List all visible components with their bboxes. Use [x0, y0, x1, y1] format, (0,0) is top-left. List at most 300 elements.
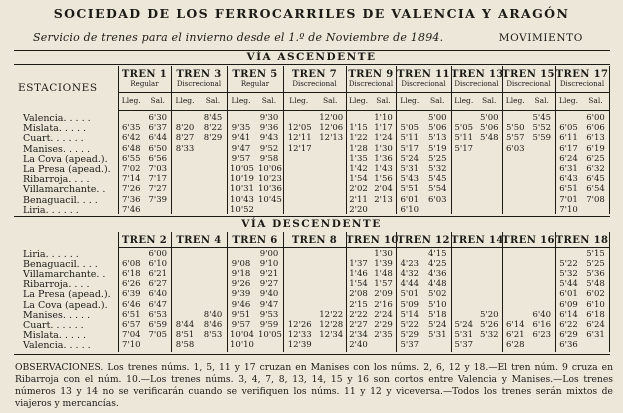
station-name: Benaguacil. . . .	[23, 194, 98, 206]
train-number: TREN 15	[502, 69, 555, 80]
arrival-label: Lleg.	[400, 96, 420, 105]
time-cell: 5'48	[479, 133, 499, 144]
time-cell: 12'11	[287, 133, 312, 144]
arrival-label: Lleg.	[289, 96, 309, 105]
train-number: TREN 9	[348, 69, 394, 80]
time-cell: 1'46	[349, 269, 368, 280]
time-cell: 5'00	[479, 113, 499, 123]
time-cell: 6'00	[586, 113, 605, 123]
time-cell: 7'39	[148, 194, 168, 205]
stations-header: ESTACIONES	[18, 82, 98, 94]
time-cell: 6'56	[148, 153, 168, 164]
time-cell: 6'11	[559, 133, 578, 144]
train-number: TREN 18	[555, 235, 609, 246]
time-cell: 12'39	[287, 339, 312, 350]
time-cell: 6'57	[121, 319, 141, 330]
station-name: Villamarchante. .	[23, 269, 106, 281]
time-cell: 10'23	[258, 174, 282, 185]
train-type: Regular	[240, 80, 270, 88]
time-cell: 1'48	[374, 269, 393, 280]
time-cell: 1'15	[349, 123, 368, 134]
train-header	[502, 236, 555, 246]
train-header	[555, 70, 609, 88]
arrival-label: Lleg.	[454, 96, 474, 105]
time-cell: 6'39	[121, 289, 141, 300]
time-cell: 5'26	[479, 319, 499, 330]
time-cell: 1'36	[374, 153, 393, 164]
station-name: Manises. . . . .	[23, 309, 91, 321]
departure-label: Sal.	[150, 96, 165, 105]
time-cell: 1'43	[374, 164, 393, 174]
time-cell: 6'22	[559, 319, 578, 330]
train-header	[118, 236, 171, 246]
arrival-label: Lleg.	[558, 96, 578, 105]
observations-text: OBSERVACIONES. Los trenes núms. 1, 5, 11 y 17 cruzan en Manises con los núms. 2, 6, 12 y 18.—El tren núm. 9 cruza en Ribarroja con el núm. 10.—Los trenes núms. 3, 4, 7, 8, 13, 14, 15 y 16 son cortos entre Valencia y Manises.—Los trenes números 13 y 14 no se verificarán cuando se verifiquen los núms. 11 y 12 y viceversa.—Todos los trenes serán mixtos de viajeros y mercancías.	[15, 362, 613, 409]
time-cell: 6'35	[121, 123, 141, 134]
time-cell: 5'00	[427, 113, 447, 123]
time-cell: 6'27	[148, 279, 168, 290]
train-number: TREN 8	[291, 235, 338, 246]
time-cell: 2'08	[349, 289, 368, 300]
time-cell: 9'59	[259, 319, 279, 330]
time-cell: 4'15	[427, 249, 447, 259]
time-cell: 9'41	[231, 133, 251, 144]
time-cell: 6'40	[148, 289, 168, 300]
station-name: La Presa (apead.).	[23, 289, 111, 301]
time-cell: 5'11	[454, 133, 474, 144]
time-cell: 6'25	[586, 153, 605, 164]
time-cell: 9'21	[259, 269, 279, 280]
station-name: La Cova (apead.).	[23, 153, 108, 165]
header-divider	[451, 92, 502, 93]
time-cell: 4'23	[400, 259, 420, 270]
station-name: Cuart. . . . . .	[23, 133, 84, 145]
time-cell: 6'21	[148, 269, 168, 280]
time-cell: 2'27	[349, 319, 368, 330]
arrival-label: Lleg.	[121, 96, 141, 105]
train-number: TREN 5	[232, 69, 278, 80]
time-cell: 9'18	[231, 269, 251, 280]
time-cell: 9'47	[259, 299, 279, 310]
time-cell: 9'57	[231, 319, 251, 330]
time-cell: 5'45	[427, 174, 447, 185]
time-cell: 6'10	[148, 259, 168, 270]
train-type: Discrecional	[506, 80, 551, 88]
time-cell: 6'26	[121, 279, 141, 290]
time-cell: 5'19	[427, 143, 447, 154]
time-cell: 6'00	[148, 249, 168, 259]
time-cell: 5'31	[400, 164, 420, 174]
column-divider	[555, 66, 556, 214]
time-cell: 6'59	[148, 319, 168, 330]
time-cell: 9'57	[231, 153, 251, 164]
time-cell: 9'30	[259, 113, 279, 123]
column-divider	[396, 66, 397, 214]
departure-label: Sal.	[261, 96, 277, 105]
time-cell: 5'06	[479, 123, 499, 134]
time-cell: 5'18	[427, 309, 447, 320]
time-cell: 8'22	[203, 123, 223, 134]
time-cell: 5'25	[427, 153, 447, 164]
time-cell: 10'31	[230, 184, 254, 195]
time-cell: 6'16	[532, 319, 552, 330]
time-cell: 8'40	[203, 309, 223, 320]
time-cell: 9'40	[259, 289, 279, 300]
station-name: Manises. . . . .	[23, 143, 91, 155]
time-cell: 2'22	[349, 309, 368, 320]
train-type: Regular	[130, 80, 159, 88]
time-cell: 7'03	[148, 164, 168, 174]
train-type: Discrecional	[559, 80, 605, 88]
train-number: TREN 1	[121, 69, 168, 80]
header-divider	[171, 92, 227, 93]
time-cell: 7'10	[121, 339, 141, 350]
time-cell: 5'17	[400, 143, 420, 154]
time-cell: 5'31	[427, 329, 447, 340]
train-number: TREN 10	[346, 235, 399, 246]
train-type: Discrecional	[401, 80, 446, 88]
time-cell: 9'46	[231, 299, 251, 310]
time-cell: 5'29	[400, 329, 420, 340]
time-cell: 6'21	[505, 329, 525, 340]
time-cell: 5'36	[586, 269, 605, 280]
time-cell: 9'26	[231, 279, 251, 290]
time-cell: 6'01	[400, 194, 420, 205]
time-cell: 6'18	[121, 269, 141, 280]
time-cell: 2'13	[374, 194, 393, 205]
time-cell: 6'53	[148, 309, 168, 320]
train-header	[346, 235, 399, 246]
train-header	[227, 236, 283, 246]
column-divider	[227, 66, 228, 214]
time-cell: 12'05	[287, 123, 312, 134]
time-cell: 1'42	[349, 164, 368, 174]
time-cell: 5'48	[586, 279, 605, 290]
time-cell: 7'10	[559, 204, 578, 215]
time-cell: 1'24	[374, 133, 393, 144]
arrival-label: Lleg.	[348, 96, 368, 105]
train-number: TREN 7	[291, 69, 338, 80]
time-cell: 10'06	[258, 164, 282, 174]
time-cell: 5'05	[454, 123, 474, 134]
service-subtitle: Servicio de trenes para el invierno desde el 1.º de Noviembre de 1894.	[33, 31, 444, 44]
time-cell: 9'51	[231, 309, 251, 320]
train-type: Discrecional	[348, 80, 394, 88]
header-divider	[227, 92, 283, 93]
departure-label: Sal.	[588, 96, 603, 105]
station-name: Benaguacil. . . .	[23, 259, 98, 271]
time-cell: 7'27	[148, 184, 168, 195]
ascending-header-rule	[14, 64, 610, 65]
time-cell: 6'08	[121, 259, 141, 270]
time-cell: 6'02	[586, 289, 605, 300]
train-header	[396, 70, 451, 88]
train-number: TREN 2	[121, 235, 168, 246]
time-cell: 12'06	[319, 123, 344, 134]
time-cell: 6'13	[586, 133, 605, 144]
time-cell: 6'24	[586, 319, 605, 330]
time-cell: 8'58	[175, 339, 195, 350]
time-cell: 6'32	[586, 164, 605, 174]
time-cell: 7'02	[121, 164, 141, 174]
time-cell: 5'14	[400, 309, 420, 320]
time-cell: 1'54	[349, 174, 368, 185]
time-cell: 12'13	[319, 133, 344, 144]
time-cell: 6'48	[121, 143, 141, 154]
column-divider	[171, 232, 172, 352]
time-cell: 5'37	[454, 339, 474, 350]
time-cell: 1'30	[374, 143, 393, 154]
station-name: Mislata. . . . .	[23, 329, 87, 341]
time-cell: 5'01	[400, 289, 420, 300]
descending-section-title: VÍA DESCENDENTE	[241, 218, 382, 230]
time-cell: 6'18	[586, 309, 605, 320]
time-cell: 5'45	[532, 113, 552, 123]
time-cell: 12'28	[319, 319, 344, 330]
time-cell: 1'39	[374, 259, 393, 270]
time-cell: 9'08	[231, 259, 251, 270]
train-number: TREN 11	[397, 69, 450, 80]
time-cell: 5'10	[427, 299, 447, 310]
time-cell: 6'10	[586, 299, 605, 310]
time-cell: 2'24	[374, 309, 393, 320]
time-cell: 4'25	[427, 259, 447, 270]
train-header	[283, 236, 346, 246]
departure-label: Sal.	[482, 96, 497, 105]
time-cell: 6'45	[586, 174, 605, 185]
column-divider	[118, 66, 119, 214]
time-cell: 5'59	[532, 133, 552, 144]
time-cell: 6'50	[148, 143, 168, 154]
train-header	[555, 236, 609, 246]
time-cell: 10'05	[258, 329, 282, 340]
time-cell: 1'54	[349, 279, 368, 290]
time-cell: 6'43	[559, 174, 578, 185]
time-cell: 2'29	[374, 319, 393, 330]
time-cell: 1'30	[374, 249, 393, 259]
time-cell: 9'52	[259, 143, 279, 154]
station-name: Liria. . . . . .	[23, 249, 79, 260]
time-cell: 2'35	[374, 329, 393, 340]
departure-label: Sal.	[534, 96, 549, 105]
time-cell: 5'02	[427, 289, 447, 300]
train-number: TREN 16	[502, 235, 555, 246]
time-cell: 5'22	[400, 319, 420, 330]
station-name: Mislata. . . . .	[23, 123, 87, 135]
time-cell: 2'34	[349, 329, 368, 340]
time-cell: 9'47	[231, 143, 251, 154]
column-divider	[609, 66, 610, 214]
time-cell: 5'32	[427, 164, 447, 174]
time-cell: 10'04	[230, 329, 254, 340]
time-cell: 5'20	[479, 309, 499, 320]
time-cell: 2'04	[374, 184, 393, 195]
time-cell: 8'45	[203, 113, 223, 123]
train-type: Discrecional	[292, 80, 337, 88]
train-number: TREN 4	[176, 235, 222, 246]
time-cell: 6'42	[121, 133, 141, 144]
header-divider	[555, 92, 609, 93]
column-divider	[283, 66, 284, 214]
time-cell: 12'00	[319, 113, 344, 123]
time-cell: 8'53	[203, 329, 223, 340]
train-number: TREN 14	[451, 235, 504, 246]
time-cell: 6'17	[559, 143, 578, 154]
time-cell: 1'35	[349, 153, 368, 164]
time-cell: 5'15	[586, 249, 605, 259]
header-divider	[118, 110, 609, 111]
time-cell: 4'48	[427, 279, 447, 290]
time-cell: 6'44	[148, 133, 168, 144]
departure-label: Sal.	[430, 96, 445, 105]
time-cell: 9'27	[259, 279, 279, 290]
column-divider	[396, 232, 397, 352]
time-cell: 5'06	[427, 123, 447, 134]
time-cell: 7'01	[559, 194, 578, 205]
time-cell: 5'44	[559, 279, 578, 290]
train-header	[502, 70, 555, 88]
time-cell: 6'14	[505, 319, 525, 330]
column-divider	[502, 66, 503, 214]
time-cell: 7'46	[121, 204, 141, 215]
column-divider	[171, 66, 172, 214]
time-cell: 6'14	[559, 309, 578, 320]
time-cell: 10'52	[230, 204, 254, 215]
time-cell: 6'03	[427, 194, 447, 205]
time-cell: 5'22	[559, 259, 578, 270]
time-cell: 7'05	[148, 329, 168, 340]
time-cell: 1'22	[349, 133, 368, 144]
time-cell: 5'09	[400, 299, 420, 310]
time-cell: 1'56	[374, 174, 393, 185]
time-cell: 10'45	[258, 194, 282, 205]
time-cell: 2'20	[349, 204, 368, 215]
train-header	[346, 70, 396, 88]
time-cell: 7'17	[148, 174, 168, 185]
time-cell: 6'36	[559, 339, 578, 350]
time-cell: 12'33	[287, 329, 312, 340]
time-cell: 5'57	[505, 133, 525, 144]
time-cell: 10'05	[230, 164, 254, 174]
ascending-section-title: VÍA ASCENDENTE	[246, 51, 377, 63]
time-cell: 6'55	[121, 153, 141, 164]
time-cell: 7'26	[121, 184, 141, 195]
time-cell: 2'16	[374, 299, 393, 310]
time-cell: 1'17	[374, 123, 393, 134]
time-cell: 6'19	[586, 143, 605, 154]
train-header	[451, 236, 502, 246]
time-cell: 5'51	[400, 184, 420, 195]
movement-label: MOVIMIENTO	[498, 32, 583, 44]
time-cell: 2'02	[349, 184, 368, 195]
station-name: Ribarroja. . . .	[23, 174, 90, 186]
time-cell: 5'32	[559, 269, 578, 280]
time-cell: 6'31	[586, 329, 605, 340]
train-number: TREN 12	[397, 235, 450, 246]
column-divider	[502, 232, 503, 352]
arrival-label: Lleg.	[231, 96, 251, 105]
train-number: TREN 17	[555, 69, 609, 80]
time-cell: 12'22	[319, 309, 344, 320]
time-cell: 6'09	[559, 299, 578, 310]
time-cell: 5'50	[505, 123, 525, 134]
time-cell: 2'11	[349, 194, 368, 205]
departure-label: Sal.	[205, 96, 221, 105]
time-cell: 2'15	[349, 299, 368, 310]
time-cell: 6'46	[121, 299, 141, 310]
time-cell: 5'52	[532, 123, 552, 134]
time-cell: 6'28	[505, 339, 525, 350]
time-cell: 8'20	[175, 123, 195, 134]
train-header	[396, 236, 451, 246]
train-header	[118, 70, 171, 88]
time-cell: 7'08	[586, 194, 605, 205]
time-cell: 8'33	[175, 143, 195, 154]
time-cell: 12'26	[287, 319, 312, 330]
time-cell: 12'17	[287, 143, 312, 154]
descending-top-rule	[14, 216, 610, 217]
time-cell: 5'31	[454, 329, 474, 340]
train-number: TREN 6	[232, 235, 278, 246]
train-number: TREN 3	[176, 69, 222, 80]
time-cell: 6'06	[586, 123, 605, 134]
station-name: Valencia. . . . .	[23, 113, 91, 124]
time-cell: 6'54	[586, 184, 605, 195]
time-cell: 5'24	[400, 153, 420, 164]
time-cell: 6'31	[559, 164, 578, 174]
time-cell: 5'43	[400, 174, 420, 185]
time-cell: 5'11	[400, 133, 420, 144]
column-divider	[283, 232, 284, 352]
time-cell: 2'09	[374, 289, 393, 300]
arrival-label: Lleg.	[505, 96, 525, 105]
time-cell: 7'36	[121, 194, 141, 205]
time-cell: 8'27	[175, 133, 195, 144]
time-cell: 9'00	[259, 249, 279, 259]
time-cell: 1'28	[349, 143, 368, 154]
time-cell: 5'17	[454, 143, 474, 154]
time-cell: 1'10	[374, 113, 393, 123]
header-divider	[283, 92, 346, 93]
time-cell: 10'19	[230, 174, 254, 185]
train-type: Discrecional	[454, 80, 499, 88]
time-cell: 6'30	[148, 113, 168, 123]
station-name: Villamarchante. .	[23, 184, 106, 196]
header-divider	[118, 247, 609, 248]
train-type: Discrecional	[176, 80, 222, 88]
column-divider	[227, 232, 228, 352]
train-header	[171, 236, 227, 246]
time-cell: 8'44	[175, 319, 195, 330]
time-cell: 5'13	[427, 133, 447, 144]
time-cell: 9'10	[259, 259, 279, 270]
bottom-rule	[14, 354, 610, 355]
time-cell: 4'36	[427, 269, 447, 280]
time-cell: 5'37	[400, 339, 420, 350]
train-header	[171, 70, 227, 88]
time-cell: 5'25	[586, 259, 605, 270]
time-cell: 4'32	[400, 269, 420, 280]
station-name: Cuart. . . . . .	[23, 319, 84, 331]
time-cell: 10'10	[230, 339, 254, 350]
time-cell: 7'14	[121, 174, 141, 185]
departure-label: Sal.	[376, 96, 391, 105]
train-number: TREN 13	[451, 69, 504, 80]
time-cell: 6'40	[532, 309, 552, 320]
time-cell: 6'51	[121, 309, 141, 320]
time-cell: 9'39	[231, 289, 251, 300]
train-header	[227, 70, 283, 88]
